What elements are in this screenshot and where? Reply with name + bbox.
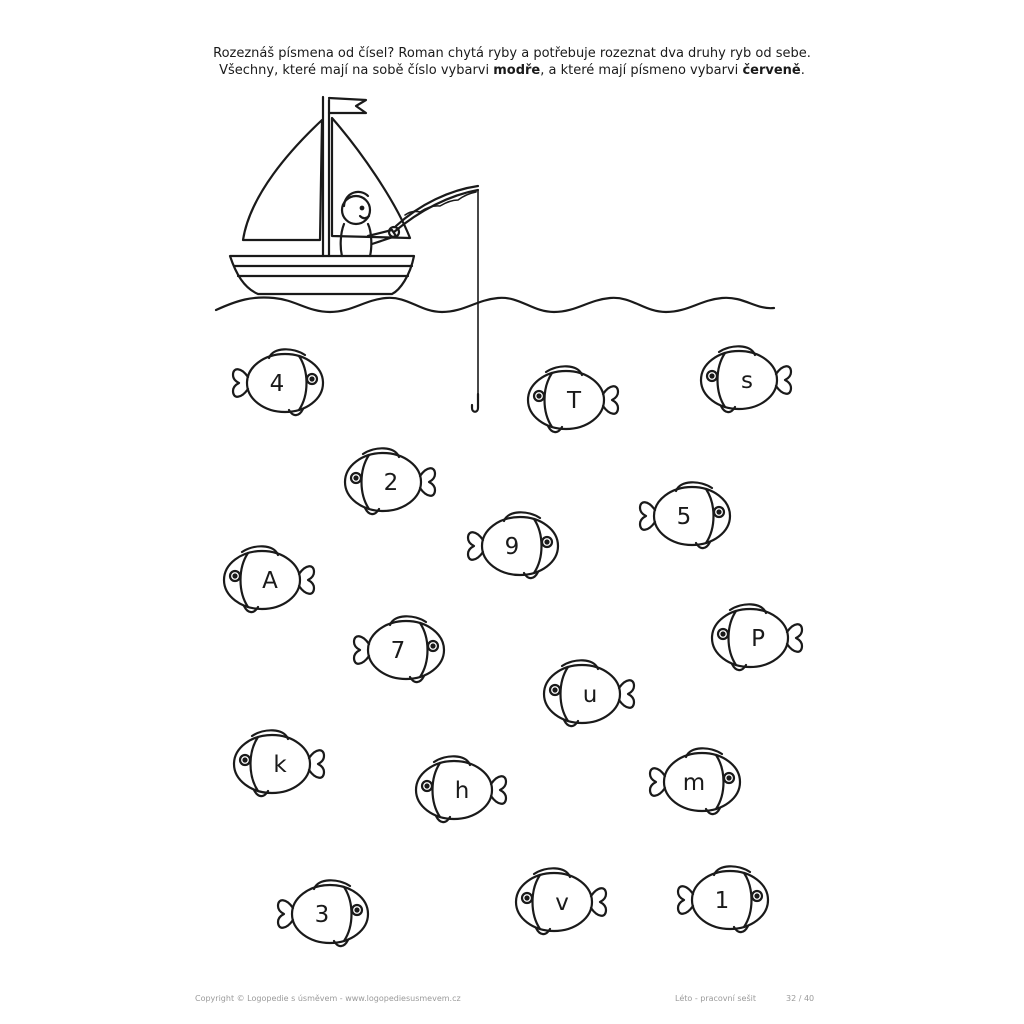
fish-pupil <box>554 689 557 692</box>
fish-gill <box>344 887 352 941</box>
fish <box>678 866 768 932</box>
fish-gill <box>251 737 259 791</box>
fish-label: 1 <box>714 888 730 914</box>
fish-label: 3 <box>314 902 330 928</box>
fish-tail <box>776 366 791 394</box>
fish-pupil <box>718 511 721 514</box>
fish-tail <box>278 900 293 928</box>
fish-label: 5 <box>676 504 692 530</box>
fish-tail <box>354 636 369 664</box>
fish-label: A <box>262 568 278 594</box>
fish <box>468 512 558 578</box>
fish-label: T <box>566 388 582 414</box>
fish-tail <box>678 886 693 914</box>
fish-pupil <box>355 477 358 480</box>
fish-gill <box>561 667 569 721</box>
instruction-text: . <box>800 63 805 78</box>
fish-label: u <box>582 682 598 708</box>
fish-label: 7 <box>390 638 406 664</box>
boy-fisherman <box>341 192 399 256</box>
fish-gill <box>420 623 428 677</box>
fish-gill <box>362 455 370 509</box>
fish-gill <box>534 519 542 573</box>
color-word-red: červeně <box>742 63 801 78</box>
fish-tail <box>787 624 802 652</box>
fish-label: 2 <box>383 470 399 496</box>
instruction-text: Všechny, které mají na sobě číslo vybarvi <box>219 63 494 78</box>
fish <box>234 730 324 796</box>
fish-school <box>224 346 802 946</box>
fish-label: 4 <box>269 371 285 397</box>
fish-gill <box>241 553 249 607</box>
fish-pupil <box>728 777 731 780</box>
fish-gill <box>706 489 714 543</box>
water-waves <box>216 298 774 313</box>
footer-copyright: Copyright © Logopedie s úsměvem - www.logopediesusmevem.cz <box>195 994 461 1003</box>
color-word-blue: modře <box>493 63 541 78</box>
fish-tail <box>619 680 634 708</box>
fish-pupil <box>244 759 247 762</box>
fish-pupil <box>426 785 429 788</box>
fish <box>528 366 618 432</box>
workbook-title: Léto - pracovní sešit <box>675 994 756 1003</box>
fish-gill <box>716 755 724 809</box>
fish <box>354 616 444 682</box>
fish-label: s <box>741 368 753 394</box>
fish <box>345 448 435 514</box>
fish-tail <box>640 502 655 530</box>
fish <box>416 756 506 822</box>
fish <box>640 482 730 548</box>
footer-right <box>675 994 814 1003</box>
fish-label: m <box>682 770 706 796</box>
sail <box>243 120 322 240</box>
sailboat-drawing <box>216 97 774 412</box>
page-number: 32 / 40 <box>786 994 815 1003</box>
fish-pupil <box>538 395 541 398</box>
fish-gill <box>433 763 441 817</box>
fish-tail <box>420 468 435 496</box>
sail <box>332 118 410 238</box>
flag-icon <box>329 98 366 113</box>
fish-tail <box>491 776 506 804</box>
fish-gill <box>299 356 307 410</box>
fish-pupil <box>526 897 529 900</box>
fish <box>516 868 606 934</box>
fish-pupil <box>356 909 359 912</box>
fish-tail <box>650 768 665 796</box>
fish <box>712 604 802 670</box>
fish-gill <box>545 373 553 427</box>
fish-tail <box>603 386 618 414</box>
fish-tail <box>299 566 314 594</box>
fish-gill <box>533 875 541 929</box>
instruction-text: , a které mají písmeno vybarvi <box>540 63 743 78</box>
fish <box>650 748 740 814</box>
fish-label: k <box>273 752 287 778</box>
fish-pupil <box>722 633 725 636</box>
fish-label: 9 <box>504 534 520 560</box>
fish-tail <box>591 888 606 916</box>
fish-pupil <box>311 378 314 381</box>
fish <box>544 660 634 726</box>
fish-pupil <box>546 541 549 544</box>
fish-tail <box>309 750 324 778</box>
fish-pupil <box>432 645 435 648</box>
fish-tail <box>233 369 248 397</box>
fish <box>278 880 368 946</box>
fish-label: v <box>555 890 569 916</box>
fish-label: P <box>751 626 765 652</box>
fish-gill <box>718 353 726 407</box>
fish <box>701 346 791 412</box>
fish-gill <box>744 873 752 927</box>
fish <box>233 349 323 415</box>
fish-pupil <box>234 575 237 578</box>
fish-label: h <box>454 778 470 804</box>
fish-pupil <box>756 895 759 898</box>
fish-gill <box>729 611 737 665</box>
instruction-line-1: Rozeznáš písmena od čísel? Roman chytá ryby a potřebuje rozeznat dva druhy ryb od sebe. <box>213 46 811 61</box>
hook-icon <box>472 394 478 412</box>
fish-tail <box>468 532 483 560</box>
fish <box>224 546 314 612</box>
fish-pupil <box>711 375 714 378</box>
